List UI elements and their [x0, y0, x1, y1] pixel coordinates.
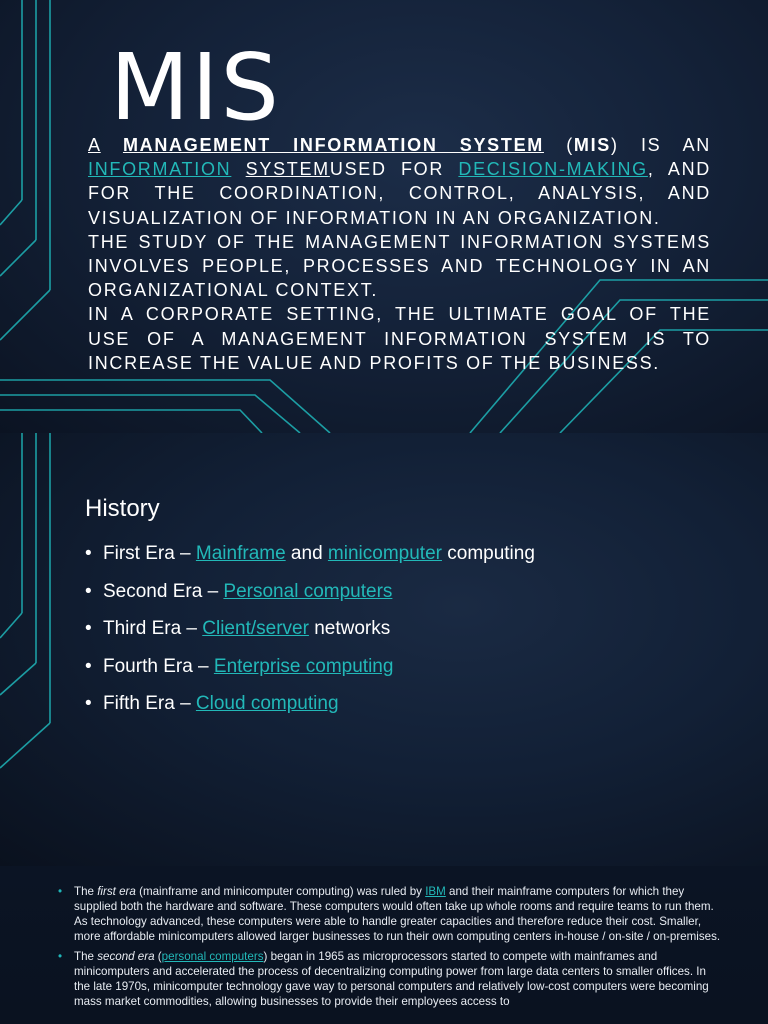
- slide-era-details: [0, 866, 768, 1024]
- definition-term: MANAGEMENT INFORMATION SYSTEM: [122, 135, 544, 155]
- link-decision-making[interactable]: DECISION-MAKING: [458, 159, 648, 180]
- text-fragment: ) IS AN: [611, 135, 711, 155]
- text-fragment: The: [74, 950, 98, 963]
- definition-article: A: [88, 135, 101, 155]
- list-item-fourth-era: [85, 652, 535, 690]
- link-minicomputer[interactable]: minicomputer: [327, 543, 442, 564]
- definition-abbr: MIS: [573, 135, 612, 155]
- slide-title: MIS: [110, 34, 281, 141]
- text-fragment: The: [74, 885, 98, 898]
- era-list: [85, 539, 535, 727]
- era-detail-list: [58, 884, 722, 1014]
- link-client-server[interactable]: Client/server: [202, 618, 309, 639]
- era-emphasis: first era: [97, 885, 136, 898]
- era-label: First Era –: [103, 543, 196, 564]
- list-item-second-era: [85, 577, 535, 615]
- text-fragment: [231, 159, 245, 179]
- era-label: Second Era –: [103, 580, 224, 602]
- era-label: Fifth Era –: [103, 693, 196, 714]
- link-mainframe[interactable]: Mainframe: [195, 543, 286, 564]
- text-fragment: computing: [441, 543, 535, 564]
- definition-paragraph-3: IN A CORPORATE SETTING, THE ULTIMATE GOAL OF THE USE OF A MANAGEMENT INFORMATION SYSTEM IS TO INCREASE THE VALUE AND PROFITS OF THE BUSINESS.: [88, 304, 711, 373]
- text-fragment: and: [285, 543, 328, 564]
- text-fragment: (: [154, 950, 162, 963]
- era-label: Fourth Era –: [103, 655, 214, 677]
- link-information[interactable]: INFORMATION: [88, 159, 232, 180]
- list-item-second-era-detail: [58, 949, 722, 1009]
- text-fragment: ) began in 1965 as microprocessors started to compete with mainframes and minicomputers and accelerated the process of decentralizing computing power from large data centers to smaller offices. In the late 1970s, minicomputer technology gave way to personal computers and relatively low-cost computers were becoming mass market commodities, allowing businesses to provide their employees access to: [74, 950, 709, 1008]
- era-label: Third Era –: [103, 618, 203, 639]
- link-ibm[interactable]: IBM: [425, 885, 446, 898]
- link-system[interactable]: SYSTEM: [245, 159, 330, 180]
- slide-history: [0, 433, 768, 866]
- section-title: History: [85, 495, 160, 522]
- text-fragment: and their mainframe computers for which they supplied both the hardware and software. These computers would often take up whole rooms and require teams to run them. As technology advanced, these computers were able to handle greater capacities and therefore reduce their cost. Smaller, more affordable minicomputers allowed larger businesses to run their own computing centers in-house / on-site / on-premises.: [74, 885, 721, 943]
- text-fragment: (mainframe and minicomputer computing) was ruled by: [135, 885, 426, 898]
- definition-paragraph-1: [88, 133, 711, 230]
- link-personal-computers[interactable]: Personal computers: [223, 580, 393, 602]
- link-cloud-computing[interactable]: Cloud computing: [195, 693, 339, 714]
- era-emphasis: second era: [97, 950, 155, 963]
- definition-paragraph-2: THE STUDY OF THE MANAGEMENT INFORMATION SYSTEMS INVOLVES PEOPLE, PROCESSES AND TECHNOLOGY IN AN ORGANIZATIONAL CONTEXT.: [88, 231, 711, 301]
- text-fragment: , AND FOR THE COORDINATION, CONTROL, ANALYSIS, AND VISUALIZATION OF INFORMATION IN AN ORGANIZATION.: [88, 159, 711, 228]
- list-item-first-era-detail: [58, 884, 722, 944]
- list-item-third-era: [85, 614, 535, 652]
- link-enterprise-computing[interactable]: Enterprise computing: [213, 655, 394, 677]
- text-fragment: USED FOR: [329, 159, 459, 180]
- list-item-fifth-era: [85, 689, 535, 727]
- text-fragment: networks: [308, 618, 391, 639]
- definition-text: [88, 133, 711, 375]
- slide-mis-definition: [0, 0, 768, 433]
- link-personal-computers-detail[interactable]: personal computers: [161, 950, 264, 963]
- text-fragment: (: [543, 135, 574, 155]
- list-item-first-era: [85, 539, 535, 577]
